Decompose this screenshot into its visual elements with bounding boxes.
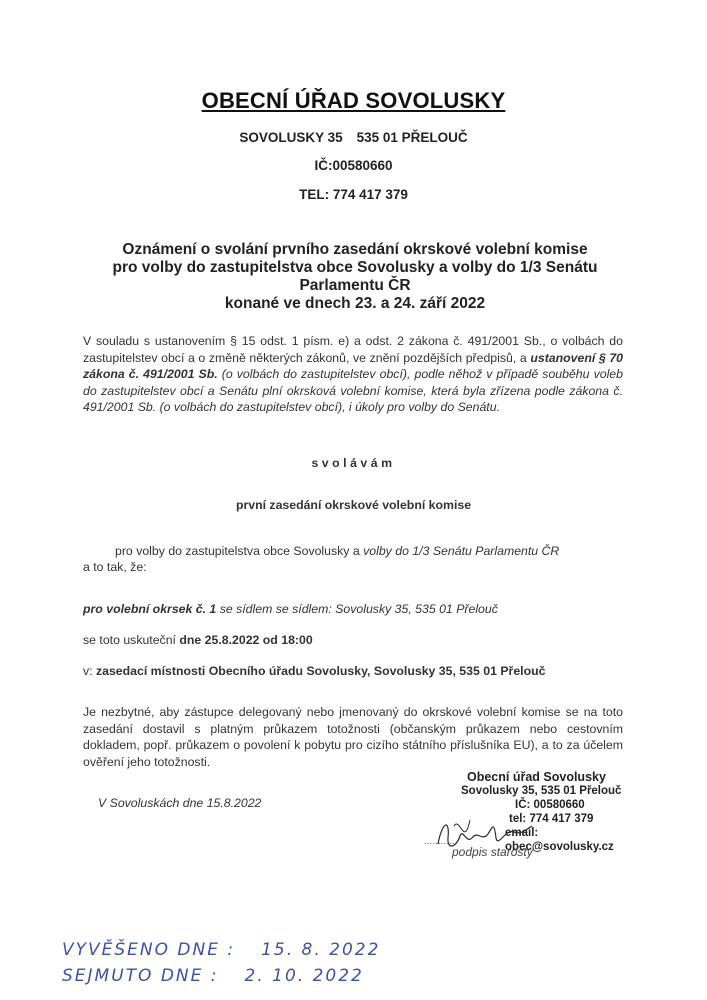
district-number: pro volební okrsek č. 1 [83,602,217,616]
purpose-text: pro volby do zastupitelstva obce Sovolusky a [115,544,364,558]
district-seat: se sídlem se sídlem: Sovolusky 35, 535 01 Přelouč [216,602,498,616]
office-phone: TEL: 774 417 379 [299,187,408,202]
posted-label: VYVĚŠENO DNE : [62,940,236,960]
meeting-place-line [83,663,643,680]
title-line-3: Parlamentu ČR [299,277,411,294]
office-name-heading: OBECNÍ ÚŘAD SOVOLUSKY [201,88,506,113]
district-line [83,601,643,618]
stamp-name: Obecní úřad Sovolusky [467,770,606,784]
meeting-place: zasedací místnosti Obecního úřadu Sovolusky, Sovolusky 35, 535 01 Přelouč [95,664,546,678]
signature-label: podpis starosty [452,845,533,859]
removed-date: 2. 10. 2022 [244,966,364,986]
place-and-date: V Sovoluskách dne 15.8.2022 [98,796,262,810]
id-notice-paragraph: Je nezbytné, aby zástupce delegovaný nebo jmenovaný do okrskové volební komise se na toto zasedání dostavil s platným průkazem totožnosti (občanským průkazem nebo cestovním dokladem, popř. průkazem o povolení k pobytu pro cizího státního příslušníka EU), a to za účelem ověření jeho totožnosti. [83,705,623,769]
stamp-email: email: obec@sovolusky.cz [505,827,614,853]
signature-line: ........... [424,836,455,847]
purpose-line [115,543,635,560]
convene-word: svolávám [311,456,396,470]
office-ic: IČ:00580660 [314,158,393,173]
meeting-title: první zasedání okrskové volební komise [235,498,472,512]
intro-text: V souladu s ustanovením § 15 odst. 1 písm. e) a odst. 2 zákona č. 491/2001 Sb., o volbách do zastupitelstev obcí a o změně některých zákonů, ve znění pozdějších předpisů, a [83,334,623,365]
removed-note [62,966,364,986]
address-city: 535 01 PŘELOUČ [356,130,468,145]
purpose-line-2: a to tak, že: [83,560,147,574]
stamp-address: Sovolusky 35, 535 01 Přelouč [461,785,622,797]
meeting-time-line [83,632,643,649]
address-street: SOVOLUSKY 35 [239,130,343,145]
intro-paragraph [83,333,623,416]
purpose-senate: volby do 1/3 Senátu Parlamentu ČR [363,544,560,558]
stamp-ic: IČ: 00580660 [515,799,585,811]
meeting-place-prefix: v: [83,664,96,678]
title-line-1: Oznámení o svolání prvního zasedání okrskové volební komise [122,241,588,258]
meeting-time-prefix: se toto uskuteční [83,633,180,647]
document-title [60,241,650,313]
title-line-4: konané ve dnech 23. a 24. září 2022 [224,295,486,312]
stamp-phone: tel: 774 417 379 [509,813,594,825]
title-line-2: pro volby do zastupitelstva obce Sovolusky a volby do 1/3 Senátu [112,259,598,276]
intro-italic-text: (o volbách do zastupitelstev obcí), podle něhož v případě souběhu voleb do zastupitelstev obcí a Senátu plní okrsková volební komise, která byla zřízena podle zákona č. 491/2001 Sb. (o volbách do zastupitelstev obcí), i úkoly pro volby do Senátu. [83,367,623,414]
posted-date: 15. 8. 2022 [261,940,381,960]
intro-law-reference: ustanovení § 70 zákona č. 491/2001 Sb. [83,350,623,381]
posted-note [62,940,380,960]
office-address [0,130,707,145]
meeting-date-time: dne 25.8.2022 od 18:00 [179,633,313,647]
removed-label: SEJMUTO DNE : [62,966,219,986]
